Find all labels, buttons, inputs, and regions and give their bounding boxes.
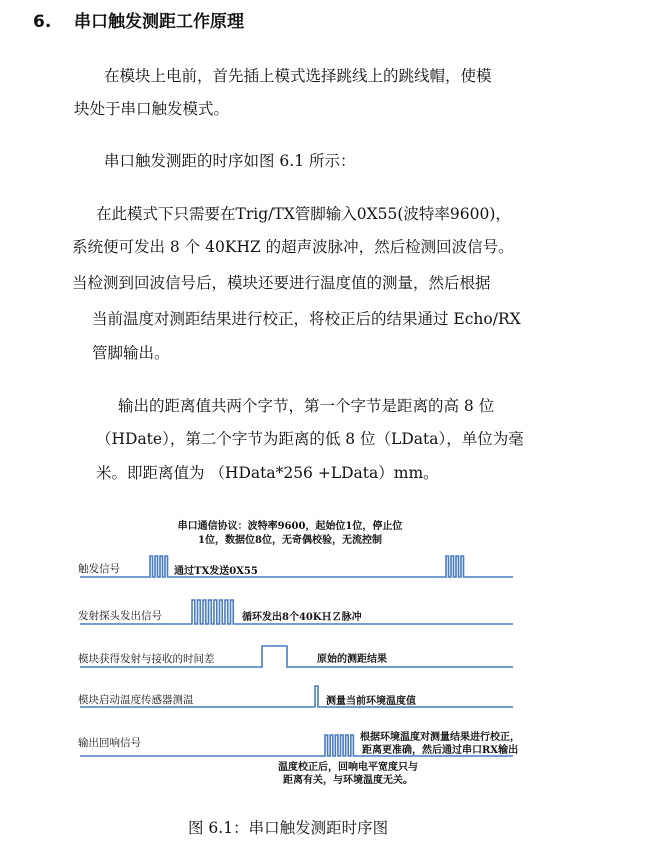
- paragraph-line: 块处于串口触发模式。: [74, 100, 230, 118]
- paragraph-line: 当前温度对测距结果进行校正，将校正后的结果通过 Echo/RX: [92, 310, 521, 328]
- paragraph-line: 在此模式下只需要在Trig/TX管脚输入0X55(波特率9600)，: [96, 205, 511, 223]
- paragraph-line: 管脚输出。: [92, 344, 170, 362]
- protocol-note: 串口通信协议：波特率9600，起始位1位，停止位: [177, 521, 403, 532]
- signal-label-echo: 输出回响信号: [78, 737, 141, 749]
- signal-note: 根据环境温度对测量结果进行校正，: [360, 732, 520, 743]
- signal-label-transmit: 发射探头发出信号: [78, 610, 162, 622]
- signal-note: 距离更准确，然后通过串口RX输出: [362, 745, 519, 756]
- signal-label-time-diff: 模块获得发射与接收的时间差: [78, 653, 215, 665]
- paragraph-line: 串口触发测距的时序如图 6.1 所示：: [104, 152, 356, 170]
- signal-note: 原始的测距结果: [317, 654, 387, 665]
- trigger-waveform: [80, 556, 513, 577]
- paragraph-line: 系统便可发出 8 个 40KHZ 的超声波脉冲，然后检测回波信号。: [72, 238, 514, 256]
- figure-caption: 图 6.1：串口触发测距时序图: [188, 819, 389, 837]
- section-title: 串口触发测距工作原理: [74, 12, 244, 32]
- signal-note: 通过TX发送0X55: [174, 566, 258, 577]
- signal-note: 测量当前环境温度值: [326, 696, 416, 707]
- signal-note: 循环发出8个40KＨＺ脉冲: [242, 612, 362, 623]
- signal-label-temp: 模块启动温度传感器测温: [78, 694, 194, 706]
- paragraph-line: 在模块上电前，首先插上模式选择跳线上的跳线帽，使模: [104, 67, 492, 85]
- paragraph-line: 米。即距离值为 （HData*256 +LData）mm。: [96, 464, 439, 482]
- paragraph-line: 当检测到回波信号后，模块还要进行温度值的测量，然后根据: [72, 274, 491, 292]
- section-number: 6.: [33, 12, 52, 32]
- echo-note: 距离有关，与环境温度无关。: [283, 775, 413, 786]
- protocol-note: 1位，数据位8位，无奇偶校验，无流控制: [198, 535, 382, 546]
- signal-label-trigger: 触发信号: [78, 563, 120, 575]
- paragraph-line: （HDate），第二个字节为距离的低 8 位（LData），单位为毫: [96, 430, 524, 448]
- paragraph-line: 输出的距离值共两个字节，第一个字节是距离的高 8 位: [118, 397, 495, 415]
- echo-note: 温度校正后，回响电平宽度只与: [278, 762, 418, 773]
